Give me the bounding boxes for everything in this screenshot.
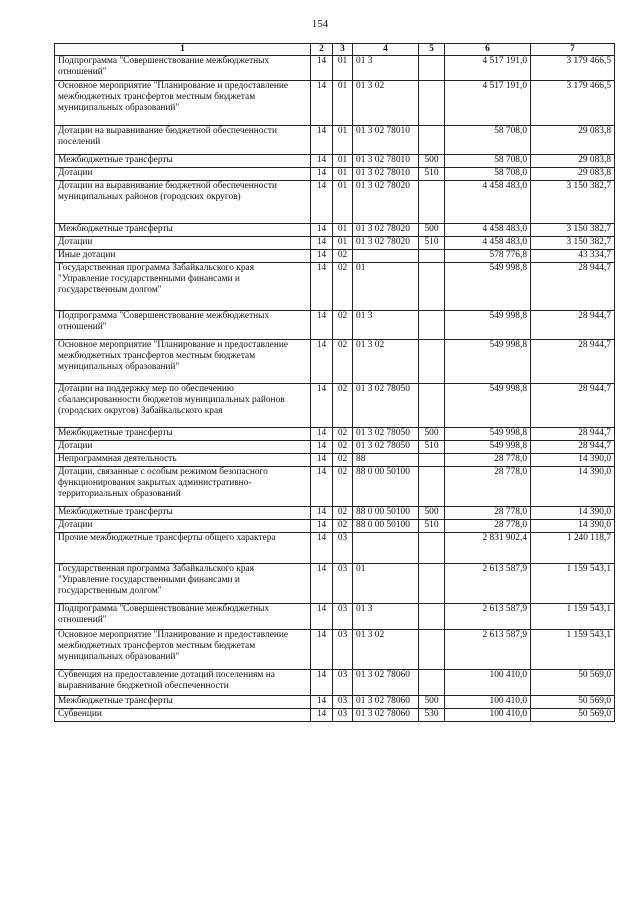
- row-code-section: 14: [311, 263, 333, 311]
- row-code-target: 01 3: [353, 56, 419, 81]
- row-code-subsection: 03: [333, 670, 353, 696]
- table-row: [55, 224, 615, 237]
- row-amount-actual: 3 179 466,5: [531, 81, 615, 126]
- table-row: [55, 533, 615, 564]
- table-row: [55, 428, 615, 441]
- row-code-section: 14: [311, 604, 333, 630]
- row-code-section: 14: [311, 56, 333, 81]
- row-code-subsection: 02: [333, 520, 353, 533]
- row-amount-plan: 549 998,8: [445, 428, 531, 441]
- row-amount-actual: 14 390,0: [531, 467, 615, 507]
- row-code-target: 88 0 00 50100: [353, 507, 419, 520]
- row-code-section: 14: [311, 384, 333, 428]
- table-row: [55, 384, 615, 428]
- row-code-target: 01 3 02: [353, 340, 419, 384]
- row-amount-plan: 58 708,0: [445, 168, 531, 181]
- row-amount-plan: 4 458 483,0: [445, 224, 531, 237]
- table-row: [55, 564, 615, 604]
- row-code-section: 14: [311, 709, 333, 722]
- row-code-target: 01 3 02 78020: [353, 224, 419, 237]
- row-code-target: 01 3 02 78010: [353, 168, 419, 181]
- row-code-subsection: 03: [333, 604, 353, 630]
- row-code-section: 14: [311, 507, 333, 520]
- row-amount-plan: 58 708,0: [445, 155, 531, 168]
- row-amount-plan: 549 998,8: [445, 263, 531, 311]
- row-name: Подпрограмма "Совершенствование межбюджетных отношений": [55, 311, 311, 340]
- header-col-7: 7: [531, 44, 615, 56]
- row-code-subsection: 02: [333, 454, 353, 467]
- table-row: [55, 630, 615, 670]
- row-code-target: 01 3 02: [353, 81, 419, 126]
- row-code-section: 14: [311, 428, 333, 441]
- row-code-section: 14: [311, 224, 333, 237]
- row-code-expense-type: [419, 311, 445, 340]
- row-code-target: 88 0 00 50100: [353, 467, 419, 507]
- row-code-section: 14: [311, 441, 333, 454]
- row-code-subsection: 02: [333, 428, 353, 441]
- row-amount-actual: 29 083,8: [531, 168, 615, 181]
- row-amount-actual: 28 944,7: [531, 428, 615, 441]
- table-row: [55, 81, 615, 126]
- row-code-expense-type: [419, 181, 445, 224]
- row-code-subsection: 02: [333, 384, 353, 428]
- row-code-target: [353, 533, 419, 564]
- row-amount-actual: 43 334,7: [531, 250, 615, 263]
- row-code-target: 01: [353, 263, 419, 311]
- row-amount-actual: 28 944,7: [531, 441, 615, 454]
- row-code-expense-type: [419, 454, 445, 467]
- row-code-subsection: 02: [333, 311, 353, 340]
- row-code-section: 14: [311, 670, 333, 696]
- row-code-section: 14: [311, 155, 333, 168]
- row-code-expense-type: 510: [419, 237, 445, 250]
- row-code-target: 01 3 02 78010: [353, 126, 419, 155]
- row-code-expense-type: [419, 340, 445, 384]
- row-code-subsection: 03: [333, 709, 353, 722]
- row-amount-actual: 50 569,0: [531, 696, 615, 709]
- row-code-expense-type: [419, 467, 445, 507]
- row-code-section: 14: [311, 181, 333, 224]
- row-code-expense-type: 500: [419, 428, 445, 441]
- row-code-target: 88 0 00 50100: [353, 520, 419, 533]
- row-amount-actual: 50 569,0: [531, 709, 615, 722]
- row-code-subsection: 01: [333, 181, 353, 224]
- table-row: [55, 696, 615, 709]
- row-code-target: 01 3: [353, 604, 419, 630]
- row-code-section: 14: [311, 81, 333, 126]
- row-code-section: 14: [311, 237, 333, 250]
- row-amount-plan: 549 998,8: [445, 311, 531, 340]
- table-row: [55, 155, 615, 168]
- row-code-target: 01 3 02 78020: [353, 237, 419, 250]
- row-name: Межбюджетные трансферты: [55, 696, 311, 709]
- row-code-subsection: 03: [333, 533, 353, 564]
- row-code-section: 14: [311, 311, 333, 340]
- row-amount-plan: 100 410,0: [445, 670, 531, 696]
- row-code-expense-type: [419, 263, 445, 311]
- row-amount-plan: 2 613 587,9: [445, 604, 531, 630]
- table-row: [55, 670, 615, 696]
- row-code-expense-type: [419, 126, 445, 155]
- row-name: Межбюджетные трансферты: [55, 224, 311, 237]
- row-code-subsection: 01: [333, 237, 353, 250]
- row-code-section: 14: [311, 340, 333, 384]
- row-code-expense-type: [419, 56, 445, 81]
- row-code-expense-type: 530: [419, 709, 445, 722]
- row-code-subsection: 03: [333, 564, 353, 604]
- row-code-subsection: 02: [333, 441, 353, 454]
- table-row: [55, 168, 615, 181]
- row-amount-plan: 2 831 902,4: [445, 533, 531, 564]
- row-code-subsection: 02: [333, 340, 353, 384]
- row-code-expense-type: [419, 670, 445, 696]
- row-amount-actual: 1 159 543,1: [531, 630, 615, 670]
- row-name: Межбюджетные трансферты: [55, 428, 311, 441]
- row-code-target: 01 3: [353, 311, 419, 340]
- row-amount-actual: 14 390,0: [531, 520, 615, 533]
- row-name: Подпрограмма "Совершенствование межбюджетных отношений": [55, 604, 311, 630]
- row-code-section: 14: [311, 564, 333, 604]
- budget-table: [54, 43, 615, 722]
- row-name: Дотации: [55, 168, 311, 181]
- row-code-section: 14: [311, 533, 333, 564]
- row-amount-plan: 28 778,0: [445, 467, 531, 507]
- table-row: [55, 263, 615, 311]
- row-amount-plan: 28 778,0: [445, 454, 531, 467]
- row-amount-plan: 549 998,8: [445, 384, 531, 428]
- row-name: Дотации на поддержку мер по обеспечению сбалансированности бюджетов муниципальных районов (городских округов) Забайкальского края: [55, 384, 311, 428]
- row-name: Межбюджетные трансферты: [55, 155, 311, 168]
- row-amount-actual: 29 083,8: [531, 126, 615, 155]
- row-code-expense-type: 500: [419, 507, 445, 520]
- row-code-section: 14: [311, 250, 333, 263]
- row-amount-plan: 58 708,0: [445, 126, 531, 155]
- row-name: Субвенция на предоставление дотаций поселениям на выравнивание бюджетной обеспеченности: [55, 670, 311, 696]
- table-row: [55, 250, 615, 263]
- table-row: [55, 340, 615, 384]
- row-code-target: 01: [353, 564, 419, 604]
- row-name: Дотации: [55, 520, 311, 533]
- row-code-target: 01 3 02: [353, 630, 419, 670]
- row-amount-plan: 100 410,0: [445, 696, 531, 709]
- row-code-expense-type: [419, 564, 445, 604]
- row-code-target: 01 3 02 78050: [353, 441, 419, 454]
- row-name: Дотации: [55, 441, 311, 454]
- row-code-subsection: 01: [333, 168, 353, 181]
- row-amount-actual: 28 944,7: [531, 384, 615, 428]
- table-row: [55, 311, 615, 340]
- page-number: 154: [311, 18, 329, 30]
- row-code-subsection: 02: [333, 507, 353, 520]
- row-amount-plan: 4 458 483,0: [445, 181, 531, 224]
- header-col-6: 6: [445, 44, 531, 56]
- row-amount-actual: 3 150 382,7: [531, 224, 615, 237]
- row-amount-plan: 4 517 191,0: [445, 81, 531, 126]
- row-code-subsection: 02: [333, 250, 353, 263]
- header-col-1: 1: [55, 44, 311, 56]
- table-row: [55, 237, 615, 250]
- row-code-target: [353, 250, 419, 263]
- row-amount-actual: 50 569,0: [531, 670, 615, 696]
- row-code-subsection: 03: [333, 630, 353, 670]
- row-amount-actual: 14 390,0: [531, 454, 615, 467]
- row-amount-plan: 2 613 587,9: [445, 564, 531, 604]
- table-row: [55, 467, 615, 507]
- row-amount-actual: 28 944,7: [531, 340, 615, 384]
- row-code-section: 14: [311, 630, 333, 670]
- row-amount-plan: 4 517 191,0: [445, 56, 531, 81]
- header-col-5: 5: [419, 44, 445, 56]
- row-name: Основное мероприятие "Планирование и предоставление межбюджетных трансфертов местным бюджетам муниципальных образований": [55, 630, 311, 670]
- row-code-expense-type: 500: [419, 224, 445, 237]
- row-code-target: 01 3 02 78050: [353, 384, 419, 428]
- row-amount-plan: 549 998,8: [445, 441, 531, 454]
- row-amount-plan: 578 776,8: [445, 250, 531, 263]
- row-name: Межбюджетные трансферты: [55, 507, 311, 520]
- row-name: Дотации на выравнивание бюджетной обеспеченности поселений: [55, 126, 311, 155]
- row-amount-actual: 1 240 118,7: [531, 533, 615, 564]
- header-col-4: 4: [353, 44, 419, 56]
- row-name: Подпрограмма "Совершенствование межбюджетных отношений": [55, 56, 311, 81]
- row-code-subsection: 03: [333, 696, 353, 709]
- row-code-expense-type: 510: [419, 520, 445, 533]
- row-code-subsection: 01: [333, 224, 353, 237]
- row-name: Государственная программа Забайкальского края "Управление государственными финансами и государственным долгом": [55, 263, 311, 311]
- row-amount-plan: 28 778,0: [445, 507, 531, 520]
- table-row: [55, 604, 615, 630]
- row-amount-actual: 1 159 543,1: [531, 564, 615, 604]
- row-amount-plan: 549 998,8: [445, 340, 531, 384]
- table-row: [55, 709, 615, 722]
- row-amount-actual: 28 944,7: [531, 263, 615, 311]
- row-code-target: 01 3 02 78060: [353, 670, 419, 696]
- row-code-target: 88: [353, 454, 419, 467]
- row-code-target: 01 3 02 78060: [353, 696, 419, 709]
- row-code-expense-type: [419, 250, 445, 263]
- row-amount-actual: 3 150 382,7: [531, 181, 615, 224]
- row-name: Иные дотации: [55, 250, 311, 263]
- table-row: [55, 507, 615, 520]
- table-row: [55, 181, 615, 224]
- row-amount-actual: 1 159 543,1: [531, 604, 615, 630]
- row-code-section: 14: [311, 454, 333, 467]
- row-code-expense-type: 500: [419, 696, 445, 709]
- row-code-subsection: 01: [333, 155, 353, 168]
- row-code-target: 01 3 02 78050: [353, 428, 419, 441]
- row-name: Дотации на выравнивание бюджетной обеспеченности муниципальных районов (городских округов): [55, 181, 311, 224]
- row-code-subsection: 02: [333, 467, 353, 507]
- row-code-target: 01 3 02 78020: [353, 181, 419, 224]
- row-name: Прочие межбюджетные трансферты общего характера: [55, 533, 311, 564]
- row-amount-actual: 28 944,7: [531, 311, 615, 340]
- table-row: [55, 454, 615, 467]
- row-code-expense-type: 500: [419, 155, 445, 168]
- row-amount-plan: 2 613 587,9: [445, 630, 531, 670]
- row-amount-plan: 4 458 483,0: [445, 237, 531, 250]
- row-code-section: 14: [311, 520, 333, 533]
- row-name: Дотации, связанные с особым режимом безопасного функционирования закрытых административно-территориальных образований: [55, 467, 311, 507]
- row-name: Субвенции: [55, 709, 311, 722]
- header-row: [55, 44, 615, 56]
- row-code-expense-type: [419, 81, 445, 126]
- row-name: Основное мероприятие "Планирование и предоставление межбюджетных трансфертов местным бюджетам муниципальных образований": [55, 340, 311, 384]
- row-code-subsection: 01: [333, 81, 353, 126]
- header-col-2: 2: [311, 44, 333, 56]
- row-code-expense-type: [419, 630, 445, 670]
- row-amount-actual: 3 150 382,7: [531, 237, 615, 250]
- row-amount-plan: 28 778,0: [445, 520, 531, 533]
- row-code-target: 01 3 02 78060: [353, 709, 419, 722]
- table-row: [55, 56, 615, 81]
- row-code-expense-type: [419, 533, 445, 564]
- row-name: Непрограммная деятельность: [55, 454, 311, 467]
- row-code-expense-type: 510: [419, 441, 445, 454]
- row-code-expense-type: 510: [419, 168, 445, 181]
- row-amount-actual: 14 390,0: [531, 507, 615, 520]
- row-code-section: 14: [311, 168, 333, 181]
- row-code-section: 14: [311, 467, 333, 507]
- row-code-expense-type: [419, 604, 445, 630]
- row-name: Дотации: [55, 237, 311, 250]
- table-row: [55, 441, 615, 454]
- row-code-subsection: 02: [333, 263, 353, 311]
- row-code-section: 14: [311, 126, 333, 155]
- row-code-subsection: 01: [333, 56, 353, 81]
- row-code-target: 01 3 02 78010: [353, 155, 419, 168]
- row-amount-actual: 3 179 466,5: [531, 56, 615, 81]
- row-code-subsection: 01: [333, 126, 353, 155]
- row-code-expense-type: [419, 384, 445, 428]
- row-code-section: 14: [311, 696, 333, 709]
- table-row: [55, 126, 615, 155]
- table-row: [55, 520, 615, 533]
- row-name: Государственная программа Забайкальского края "Управление государственными финансами и государственным долгом": [55, 564, 311, 604]
- row-name: Основное мероприятие "Планирование и предоставление межбюджетных трансфертов местным бюджетам муниципальных образований": [55, 81, 311, 126]
- header-col-3: 3: [333, 44, 353, 56]
- row-amount-actual: 29 083,8: [531, 155, 615, 168]
- row-amount-plan: 100 410,0: [445, 709, 531, 722]
